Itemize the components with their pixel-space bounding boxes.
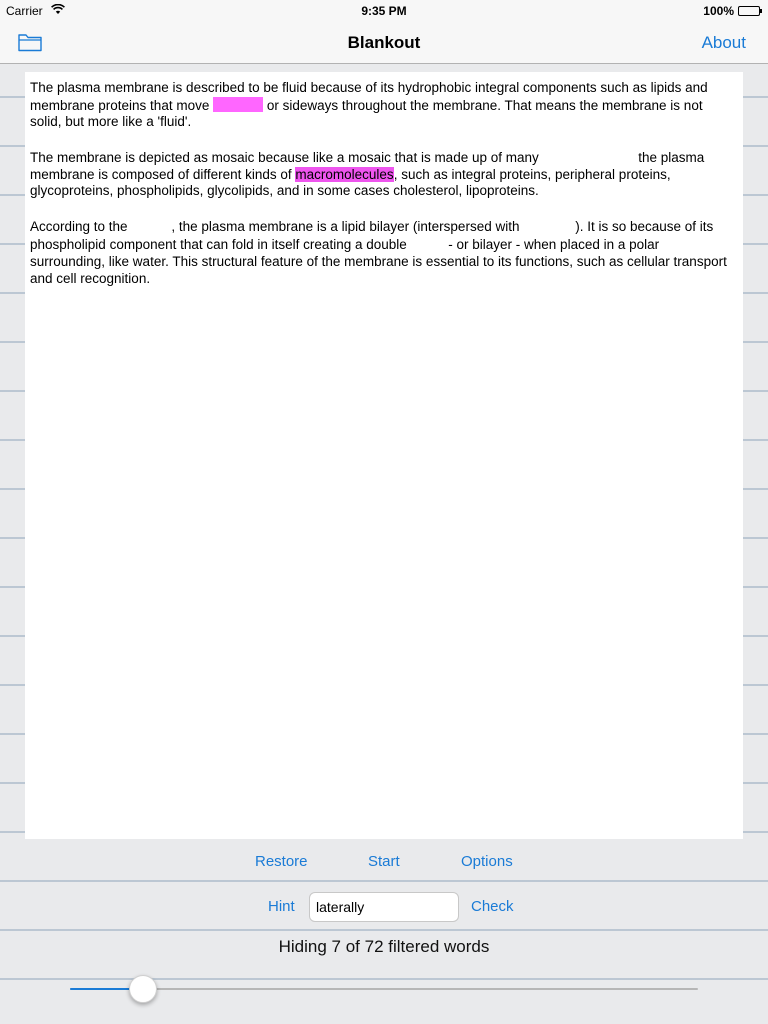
blank-word[interactable] <box>411 235 445 249</box>
page-title: Blankout <box>347 33 421 52</box>
paragraph-text: - or bilayer - when placed in a polar surrounding, like water. This structural feature of the membrane is essential to its functions, such as cellular transport and cell recognition. <box>30 237 727 286</box>
check-button[interactable]: Check <box>471 898 514 915</box>
paragraph-text: The membrane is depicted as mosaic because like a mosaic that is made up of many <box>30 149 543 165</box>
blank-word[interactable] <box>543 148 635 162</box>
paragraph-3 <box>30 217 737 288</box>
blank-word[interactable] <box>523 217 575 231</box>
answer-input[interactable] <box>309 892 459 922</box>
passage-panel <box>25 72 743 839</box>
paragraph-text: ). It is so because of its phospholipid component that can fold in itself creating a double <box>30 218 714 253</box>
hint-button[interactable]: Hint <box>268 898 295 915</box>
about-button[interactable]: About <box>701 33 746 52</box>
navigation-bar <box>0 22 768 64</box>
paragraph-text: , the plasma membrane is a lipid bilayer (interspersed with <box>171 218 524 234</box>
battery-icon <box>738 6 760 16</box>
difficulty-slider[interactable] <box>70 975 698 1003</box>
options-button[interactable]: Options <box>461 853 513 870</box>
clock: 9:35 PM <box>361 4 407 18</box>
paragraph-1 <box>30 80 737 131</box>
paragraph-text: According to the <box>30 218 132 234</box>
status-bar <box>0 0 768 22</box>
start-button[interactable]: Start <box>368 853 400 870</box>
blank-word[interactable] <box>131 217 171 231</box>
blank-word-current[interactable] <box>213 97 263 112</box>
hidden-words-status: Hiding 7 of 72 filtered words <box>278 937 490 956</box>
paragraph-text: or sideways throughout the membrane. That means the membrane is not solid, but more like a 'fluid'. <box>30 97 703 130</box>
restore-button[interactable]: Restore <box>255 853 308 870</box>
highlighted-word[interactable]: macromolecules <box>295 166 394 182</box>
carrier-label: Carrier <box>6 4 43 18</box>
paragraph-text: , such as integral proteins, peripheral proteins, glycoproteins, phospholipids, glycolipids, and in some cases cholesterol, lipoproteins. <box>30 166 671 199</box>
slider-thumb[interactable] <box>129 975 157 1003</box>
battery-percent: 100% <box>703 4 734 18</box>
paragraph-text: The plasma membrane is described to be fluid because of its hydrophobic integral components such as lipids and membrane proteins that move <box>30 80 708 113</box>
paragraph-text: the plasma membrane is composed of different kinds of <box>30 149 705 182</box>
slider-track <box>70 988 698 990</box>
paragraph-2 <box>30 148 737 200</box>
